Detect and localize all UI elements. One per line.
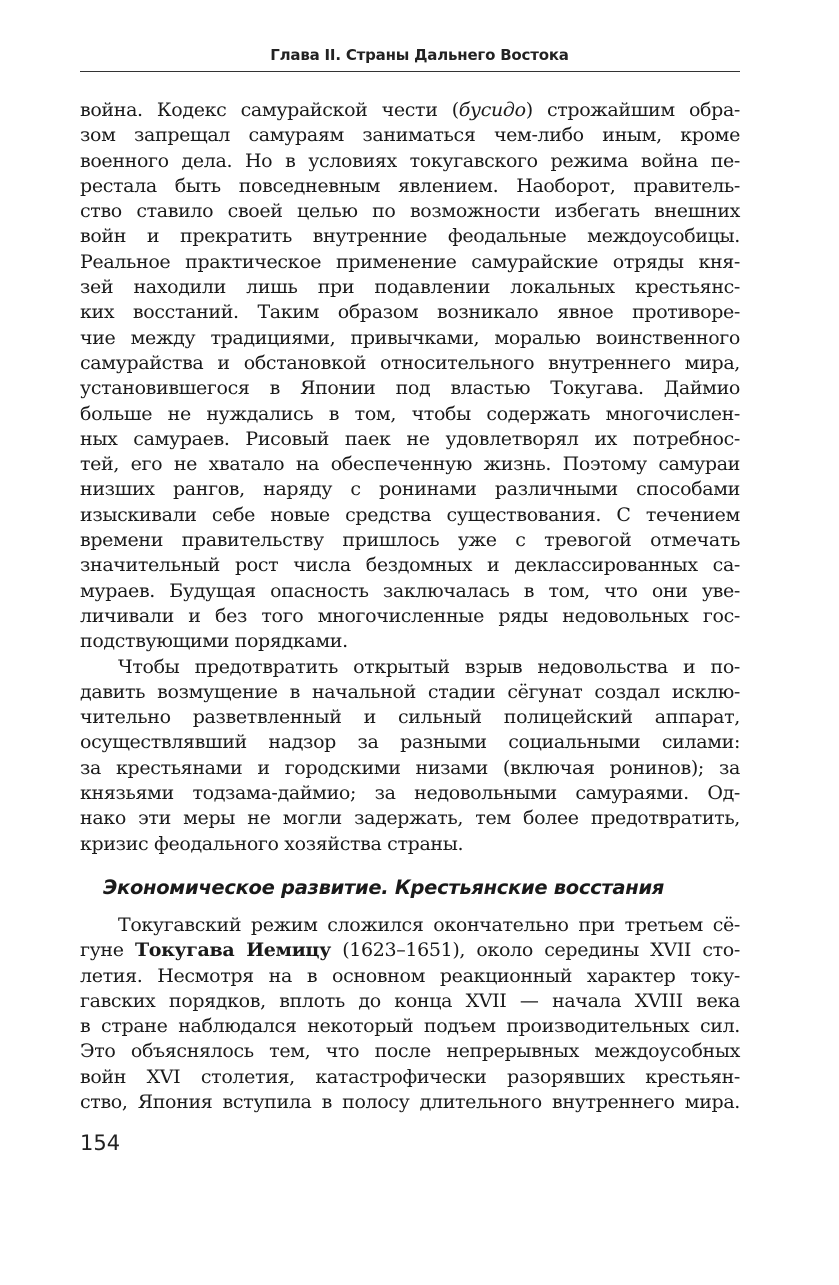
- page-number: 154: [80, 1131, 121, 1155]
- text-line: осуществлявший надзор за разными социальными силами:: [80, 731, 740, 754]
- text-line: Чтобы предотвратить открытый взрыв недовольства и по-: [118, 655, 740, 678]
- text-line: подствующими порядками.: [80, 630, 348, 653]
- section-heading: Экономическое развитие. Крестьянские восстания: [103, 876, 665, 899]
- text-line: ких восстаний. Таким образом возникало явное противоре-: [80, 301, 740, 324]
- text-line: князьями тодзама-даймио; за недовольными самураями. Од-: [80, 782, 740, 805]
- text-line: ство ставило своей целью по возможности избегать внешних: [80, 200, 740, 223]
- text-line: военного дела. Но в условиях токугавского режима война пе-: [80, 149, 740, 172]
- text-line: война. Кодекс самурайской чести (бусидо) строжайшим обра-: [80, 99, 741, 121]
- text-line: больше не нуждались в том, чтобы содержать многочислен-: [80, 402, 740, 425]
- header-rule: [80, 71, 740, 72]
- text-line: значительный рост числа бездомных и деклассированных са-: [80, 554, 740, 577]
- text-line: нако эти меры не могли задержать, тем более предотвратить,: [80, 807, 740, 830]
- text-line: чительно разветвленный и сильный полицейский аппарат,: [80, 706, 740, 729]
- text-line: зей находили лишь при подавлении локальных крестьянс-: [80, 276, 740, 299]
- running-header: Глава II. Страны Дальнего Востока: [270, 46, 569, 64]
- text-line: гуне Токугава Иемицу (1623–1651), около середины XVII сто-: [80, 939, 740, 962]
- text-line: летия. Несмотря на в основном реакционный характер току-: [80, 964, 740, 987]
- name-tokugawa-iemitsu: Токугава Иемицу: [134, 939, 331, 962]
- text-line: ных самураев. Рисовый паек не удовлетворял их потребнос-: [80, 427, 740, 450]
- text-line: за крестьянами и городскими низами (включая ронинов); за: [80, 756, 740, 779]
- text-line: зом запрещал самураям заниматься чем-либо иным, кроме: [80, 124, 740, 147]
- text-line: Реальное практическое применение самурайские отряды кня-: [80, 250, 740, 273]
- text-line: рестала быть повседневным явлением. Наоборот, правитель-: [80, 174, 740, 197]
- body-text-top: [80, 98, 740, 857]
- text-line: чие между традициями, привычками, моралью воинственного: [80, 326, 740, 349]
- text-line: изыскивали себе новые средства существования. С течением: [80, 503, 740, 526]
- text-line: кризис феодального хозяйства страны.: [80, 832, 464, 855]
- text-line: давить возмущение в начальной стадии сёгунат создал исклю-: [80, 680, 740, 703]
- text-line: в стране наблюдался некоторый подъем производительных сил.: [80, 1015, 740, 1038]
- text-line: личивали и без того многочисленные ряды недовольных гос-: [80, 604, 740, 627]
- text-line: тей, его не хватало на обеспеченную жизнь. Поэтому самураи: [80, 453, 740, 476]
- text-line: войн XVI столетия, катастрофически разорявших крестьян-: [80, 1065, 740, 1088]
- text-line: Токугавский режим сложился окончательно при третьем сё-: [118, 914, 740, 936]
- text-line: времени правительству пришлось уже с тревогой отмечать: [80, 529, 740, 552]
- text-line: мураев. Будущая опасность заключалась в том, что они уве-: [80, 579, 740, 602]
- text-line: низших рангов, наряду с ронинами различными способами: [80, 478, 740, 501]
- text-line: ство, Япония вступила в полосу длительного внутреннего мира.: [80, 1091, 740, 1114]
- text-line: войн и прекратить внутренние феодальные междоусобицы.: [80, 225, 740, 248]
- text-line: гавских порядков, вплоть до конца XVII — начала XVIII века: [80, 989, 740, 1012]
- body-text-bottom: [80, 913, 740, 1115]
- text-line: Это объяснялось тем, что после непрерывных междоусобных: [80, 1040, 740, 1063]
- term-busido: бусидо: [458, 99, 526, 121]
- text-line: установившегося в Японии под властью Токугава. Даймио: [80, 377, 740, 400]
- text-line: самурайства и обстановкой относительного внутреннего мира,: [80, 351, 740, 374]
